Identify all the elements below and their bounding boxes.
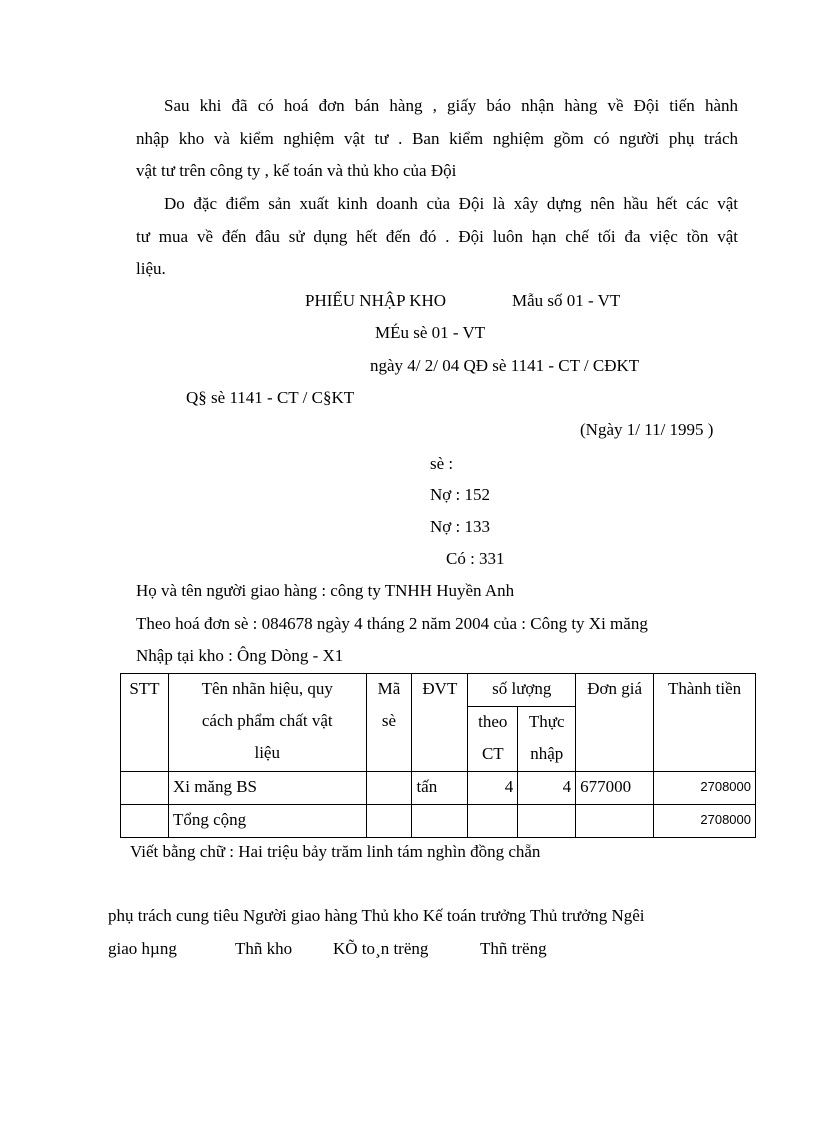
template-number-garbled: MÉu sè 01 - VT	[375, 323, 486, 342]
cell-code	[366, 772, 412, 805]
intro-p1-line3: vật tư trên công ty , kế toán và thủ kho của Đội	[136, 161, 457, 180]
debit-152: Nợ : 152	[430, 485, 490, 504]
deliverer-line: Họ và tên người giao hàng : công ty TNHH Huyền Anh	[136, 581, 515, 600]
issue-date: (Ngày 1/ 11/ 1995 )	[580, 420, 714, 439]
header-code: Mã sè	[366, 674, 412, 772]
number-label: sè :	[430, 454, 454, 473]
form-title: PHIẾU NHẬP KHO	[305, 291, 447, 310]
table-row	[121, 772, 756, 805]
total-empty-price	[576, 805, 654, 838]
intro-p2-line1: Do đặc điểm sản xuất kinh doanh của Đội là xây dựng nên hầu hết các vật	[164, 194, 738, 213]
total-empty-unit	[412, 805, 468, 838]
template-number: Mẫu số 01 - VT	[512, 291, 621, 310]
total-empty-qty-act	[518, 805, 576, 838]
cell-price: 677000	[576, 772, 654, 805]
cell-qty-document: 4	[468, 772, 518, 805]
intro-p2-line2: tư mua về đến đâu sử dụng hết đến đó . Đội luôn hạn chế tối đa việc tồn vật	[136, 227, 738, 246]
total-label: Tổng cộng	[168, 805, 366, 838]
header-qty-by-document: theo CT	[468, 707, 518, 772]
header-name: Tên nhãn hiệu, quy cách phẩm chất vật liệu	[168, 674, 366, 772]
header-qty-actual: Thực nhập	[518, 707, 576, 772]
cell-amount: 2708000	[654, 772, 756, 805]
signature-chief-accountant: KÕ to¸n trëng	[333, 939, 429, 958]
header-quantity: số lượng	[468, 674, 576, 707]
date-decision: ngày 4/ 2/ 04 QĐ sè 1141 - CT / CĐKT	[370, 356, 640, 375]
warehouse-line: Nhập tại kho : Ông Dòng - X1	[136, 646, 344, 665]
signature-deliverer: giao hµng	[108, 939, 177, 958]
total-empty-code	[366, 805, 412, 838]
header-unit: ĐVT	[412, 674, 468, 772]
intro-p1-line2: nhập kho và kiểm nghiệm vật tư . Ban kiểm nghiệm gồm có người phụ trách	[136, 129, 738, 148]
credit-331: Có : 331	[446, 549, 505, 568]
decision-garbled: Q§ sè 1141 - CT / C§KT	[186, 388, 355, 407]
header-stt: STT	[121, 674, 169, 772]
cell-qty-actual: 4	[518, 772, 576, 805]
cell-unit: tấn	[412, 772, 468, 805]
total-empty-qty-doc	[468, 805, 518, 838]
table-total-row	[121, 805, 756, 838]
table-header-row	[121, 674, 756, 707]
signature-titles: phụ trách cung tiêu Người giao hàng Thủ kho Kế toán trưởng Thủ trưởng Ngêi	[108, 906, 645, 925]
signature-storekeeper: Thñ kho	[235, 939, 293, 958]
invoice-reference: Theo hoá đơn sè : 084678 ngày 4 tháng 2 năm 2004 của : Công ty Xi măng	[136, 614, 648, 633]
debit-133: Nợ : 133	[430, 517, 490, 536]
intro-p2-line3: liệu.	[136, 259, 166, 278]
cell-name: Xi măng BS	[168, 772, 366, 805]
receipt-table	[120, 673, 756, 838]
amount-in-words: Viết bằng chữ : Hai triệu bảy trăm linh tám nghìn đồng chẵn	[130, 842, 541, 861]
header-amount: Thành tiền	[654, 674, 756, 772]
signature-head: Thñ trëng	[480, 939, 547, 958]
cell-stt	[121, 772, 169, 805]
total-amount: 2708000	[654, 805, 756, 838]
total-empty-stt	[121, 805, 169, 838]
intro-p1-line1: Sau khi đã có hoá đơn bán hàng , giấy báo nhận hàng về Đội tiến hành	[164, 96, 738, 115]
header-unit-price: Đơn giá	[576, 674, 654, 772]
